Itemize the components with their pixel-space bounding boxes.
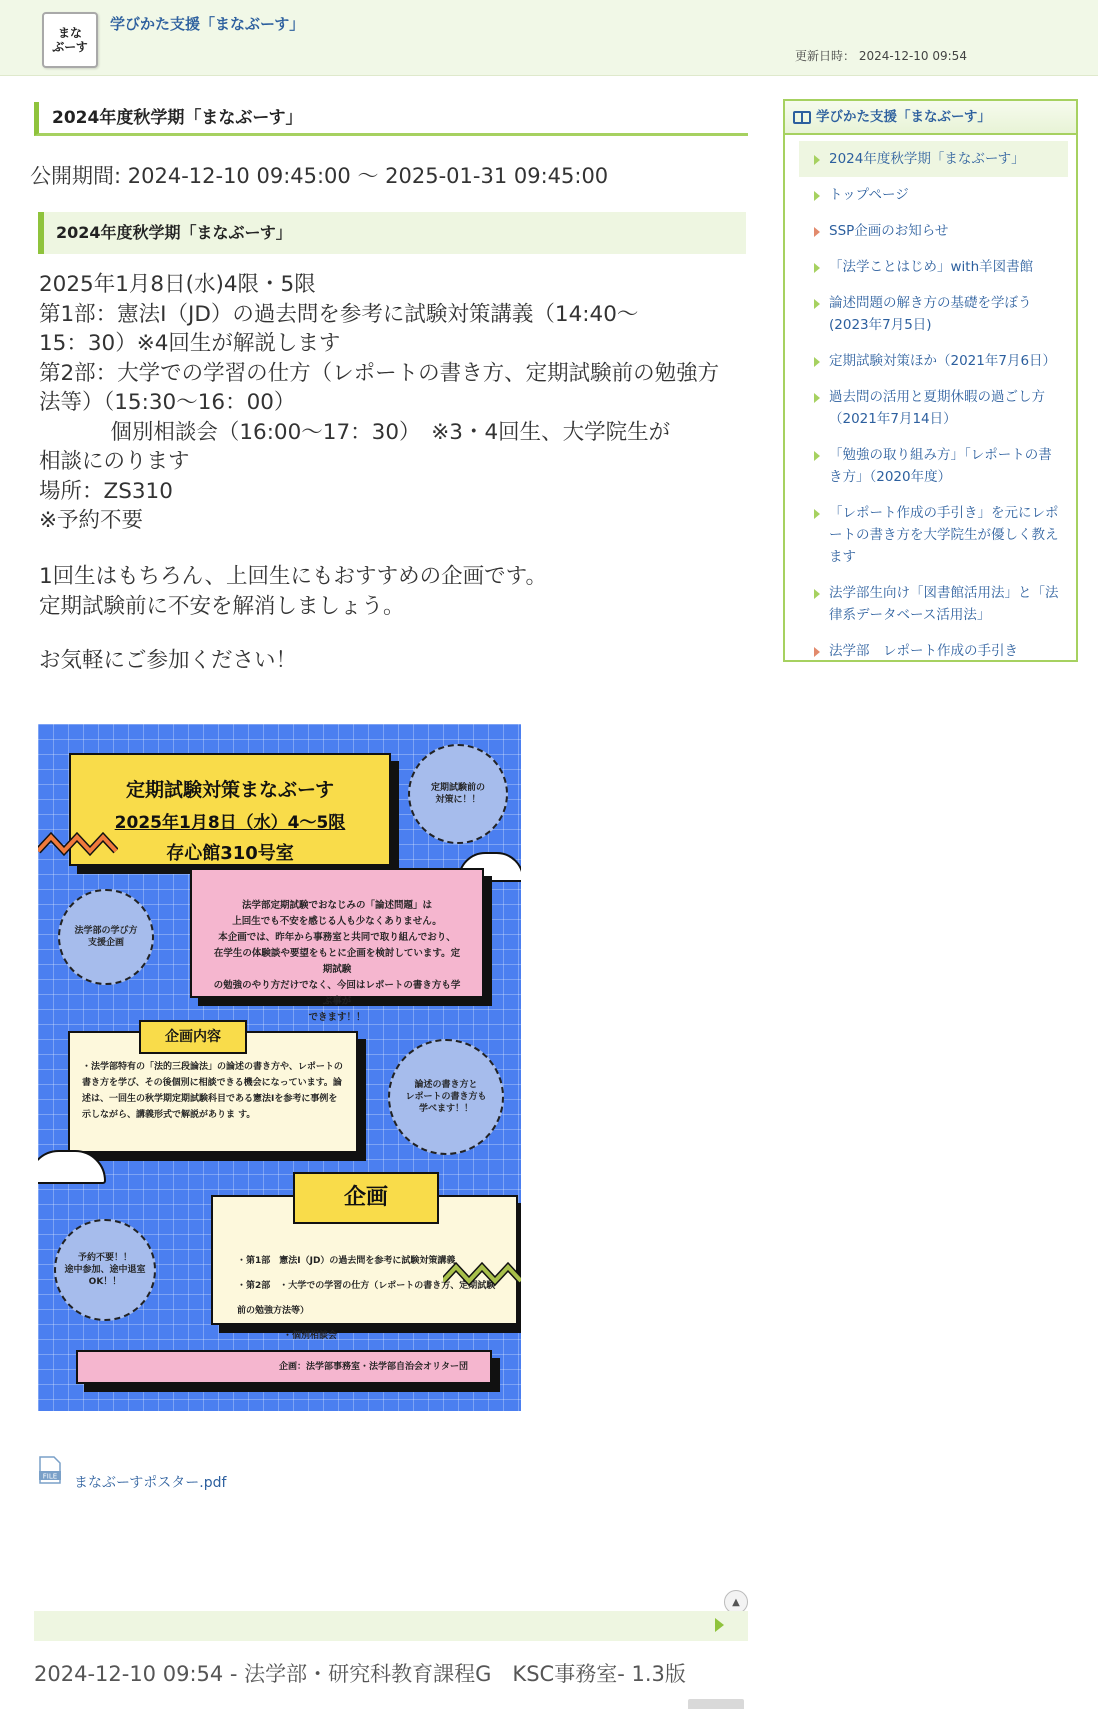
body-line: 15：30）※4回生が解説します (39, 331, 341, 356)
bullet-triangle-icon (814, 357, 820, 367)
sidebar-item-report-guide[interactable]: 「レポート作成の手引き」を元にレポートの書き方を大学院生が優しく教えます (799, 495, 1068, 575)
body-line: 法等）（15:30～16：00） (39, 390, 296, 415)
body-line: ※予約不要 (39, 508, 144, 533)
poster-content: ・法学部特有の「法的三段論法」の論述の書き方や、レポートの書き方を学び、その後個別に相談できる機会になっています。論述は、一回生の秋学期定期試験科目である憲法Ⅰを参考に事例を示しながら、講義形式で解説がありま す。 (82, 1062, 343, 1120)
poster-bubble: 定期試験前の 対策に！！ (408, 744, 508, 844)
event-invitation (39, 646, 751, 676)
site-logo[interactable] (42, 12, 98, 68)
page-title: 2024年度秋学期「まなぶーす」 (34, 102, 748, 136)
page-footer-info: 2024-12-10 09:54 - 法学部・研究科教育課程G KSC事務室- 1.3版 (34, 1662, 686, 1686)
poster-intro: 法学部定期試験でおなじみの「論述問題」は 上回生でも不安を感じる人も少なくありません。 本企画では、昨年から事務室と共同で取り組んでおり、 在学生の体験談や要望をもとに企画を検討しています。定期試験 の勉強のやり方だけでなく、今回はレポートの書き方も学ぶ事が できます！！ (213, 900, 461, 1023)
poster-bubble: 予約不要！！ 途中参加、途中退室 OK！！ (54, 1219, 156, 1321)
sidebar-item-current[interactable]: 2024年度秋学期「まなぶーす」 (799, 141, 1068, 177)
next-arrow-icon[interactable] (715, 1618, 724, 1632)
svg-text:FILE: FILE (42, 1472, 58, 1481)
event-details (39, 270, 751, 536)
poster-bubble: 法学部の学び方 支援企画 (58, 889, 154, 985)
page-nav-bar (34, 1611, 748, 1641)
sidebar-header (785, 101, 1076, 135)
bullet-triangle-icon (814, 155, 820, 165)
edit-icon[interactable] (688, 1699, 744, 1709)
poster-tag-plan: 企画 (293, 1172, 439, 1224)
logo-line2: ぶーす (52, 40, 88, 54)
sidebar-menu (783, 99, 1078, 662)
sidebar-item-top[interactable]: トップページ (799, 177, 1068, 213)
body-line: 個別相談会（16:00～17：30） ※3・4回生、大学院生が (39, 419, 671, 445)
bullet-triangle-icon (814, 589, 820, 599)
body-line: 場所：ZS310 (39, 478, 173, 504)
cloud-decoration (38, 1150, 106, 1184)
sidebar-item-report-manual[interactable]: 法学部 レポート作成の手引き (799, 633, 1068, 669)
body-line: 定期試験前に不安を解消しましょう。 (39, 593, 405, 619)
poster-plan-item: ・第1部 憲法Ⅰ（JD）の過去問を参考に試験対策講義 (237, 1256, 456, 1266)
poster-plan-item: ・個別相談会 (283, 1331, 338, 1341)
header (0, 0, 1098, 76)
bullet-triangle-icon (814, 647, 820, 657)
sidebar-item-past-exams[interactable]: 過去問の活用と夏期休暇の過ごし方（2021年7月14日） (799, 379, 1068, 437)
bullet-triangle-icon (814, 451, 820, 461)
poster-date: 2025年1月8日（水）4～5限 (114, 813, 346, 833)
body-line: 第2部：大学での学習の仕方（レポートの書き方、定期試験前の勉強方 (39, 360, 720, 386)
file-icon (38, 1455, 62, 1485)
zigzag-decoration (38, 829, 118, 859)
sidebar-item-exam-prep[interactable]: 定期試験対策ほか（2021年7月6日） (799, 343, 1068, 379)
publish-period: 公開期間: 2024-12-10 09:45:00 ～ 2025-01-31 09:45:00 (30, 164, 609, 188)
bullet-triangle-icon (814, 509, 820, 519)
bullet-triangle-icon (814, 263, 820, 273)
sidebar-item-library[interactable]: 「法学ことはじめ」with羊図書館 (799, 249, 1068, 285)
body-line: 第1部：憲法Ⅰ（JD）の過去問を参考に試験対策講義（14:40～ (39, 301, 639, 327)
sidebar-item-study-methods[interactable]: 「勉強の取り組み方」「レポートの書き方」（2020年度） (799, 437, 1068, 495)
body-line: 1回生はもちろん、上回生にもおすすめの企画です。 (39, 564, 547, 589)
poster-plan-item: ・第2部 ・大学での学習の仕方（レポートの書き方、定期試験前の勉強方法等） (237, 1281, 496, 1316)
zigzag-decoration (443, 1259, 521, 1289)
sidebar-item-essay-basics[interactable]: 論述問題の解き方の基礎を学ぼう(2023年7月5日) (799, 285, 1068, 343)
poster-credit: 企画：法学部事務室・法学部自治会オリター団 (76, 1350, 492, 1384)
body-line: お気軽にご参加ください！ (39, 648, 298, 673)
bullet-triangle-icon (814, 393, 820, 403)
body-line: 相談にのります (39, 449, 190, 474)
event-recommendation (39, 562, 751, 621)
site-title-link[interactable]: 学びかた支援「まなぶーす」 (110, 15, 305, 33)
event-poster-image (38, 724, 521, 1411)
section-heading: 2024年度秋学期「まなぶーす」 (38, 212, 746, 254)
chevron-up-icon: ▲ (732, 1596, 740, 1608)
sidebar-title[interactable]: 学びかた支援「まなぶーす」 (816, 109, 991, 125)
sidebar-item-ssp[interactable]: SSP企画のお知らせ (799, 213, 1068, 249)
bullet-triangle-icon (814, 191, 820, 201)
sidebar-list (785, 135, 1076, 669)
poster-room: 存心館310号室 (166, 843, 294, 864)
poster-intro-box (190, 868, 484, 1023)
poster-title: 定期試験対策まなぶーす (125, 779, 335, 801)
poster-tag-content: 企画内容 (139, 1020, 247, 1054)
bullet-triangle-icon (814, 299, 820, 309)
sidebar-item-library-usage[interactable]: 法学部生向け「図書館活用法」と「法律系データベース活用法」 (799, 575, 1068, 633)
logo-line1: まな (57, 26, 82, 40)
body-line: 2025年1月8日(水)4限・5限 (39, 272, 316, 297)
book-icon (793, 111, 811, 124)
poster-pdf-link[interactable]: まなぶーすポスター.pdf (74, 1475, 227, 1491)
bullet-triangle-icon (814, 227, 820, 237)
updated-datetime: 更新日時： 2024-12-10 09:54 (795, 49, 967, 63)
poster-bubble: 論述の書き方と レポートの書き方も 学べます！！ (388, 1039, 504, 1155)
